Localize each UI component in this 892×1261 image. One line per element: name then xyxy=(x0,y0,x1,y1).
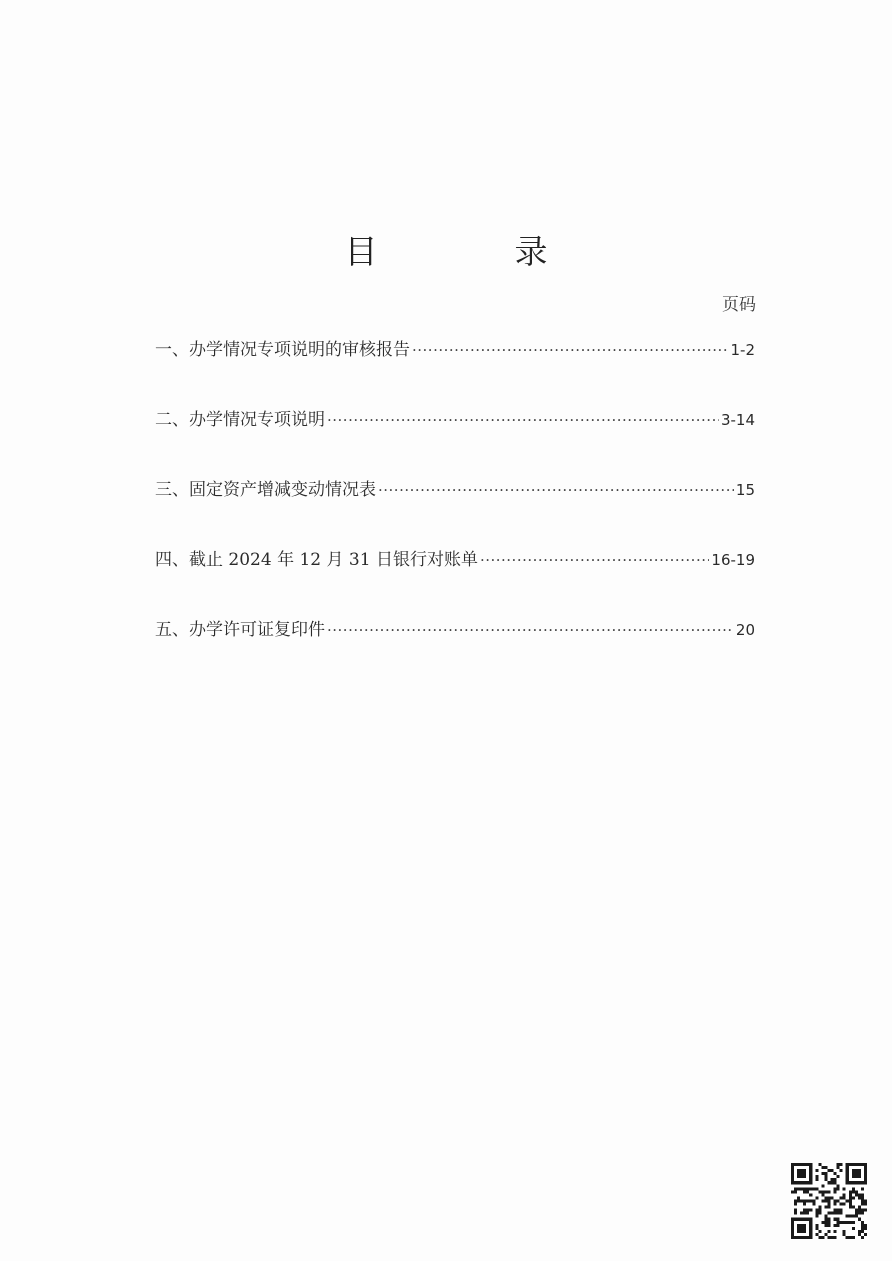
toc-leader-dots xyxy=(327,621,734,639)
toc-entry[interactable] xyxy=(155,475,755,503)
toc-entry-label: 三、固定资产增减变动情况表 xyxy=(155,480,376,500)
toc-entry[interactable] xyxy=(155,615,755,643)
toc-entry-label: 五、办学许可证复印件 xyxy=(155,620,325,640)
toc-leader-dots xyxy=(378,481,734,499)
toc-entry-page: 15 xyxy=(735,481,755,499)
toc-entry-label: 一、办学情况专项说明的审核报告 xyxy=(155,340,410,360)
toc-entry[interactable] xyxy=(155,545,755,573)
page-column-label: 页码 xyxy=(722,295,756,315)
toc-entry-label: 二、办学情况专项说明 xyxy=(155,410,325,430)
toc-entry[interactable] xyxy=(155,335,755,363)
toc-entry-page: 3-14 xyxy=(720,411,755,429)
toc-entry[interactable] xyxy=(155,405,755,433)
toc-entry-page: 1-2 xyxy=(730,341,755,359)
toc-leader-dots xyxy=(327,411,719,429)
toc-entry-page: 20 xyxy=(735,621,755,639)
toc-leader-dots xyxy=(480,551,709,569)
toc-entry-page: 16-19 xyxy=(711,551,755,569)
toc-entry-label: 四、截止 2024 年 12 月 31 日银行对账单 xyxy=(155,550,478,570)
toc-title: 目 录 xyxy=(344,232,600,271)
toc-leader-dots xyxy=(412,341,729,359)
qr-code-icon xyxy=(791,1163,867,1239)
